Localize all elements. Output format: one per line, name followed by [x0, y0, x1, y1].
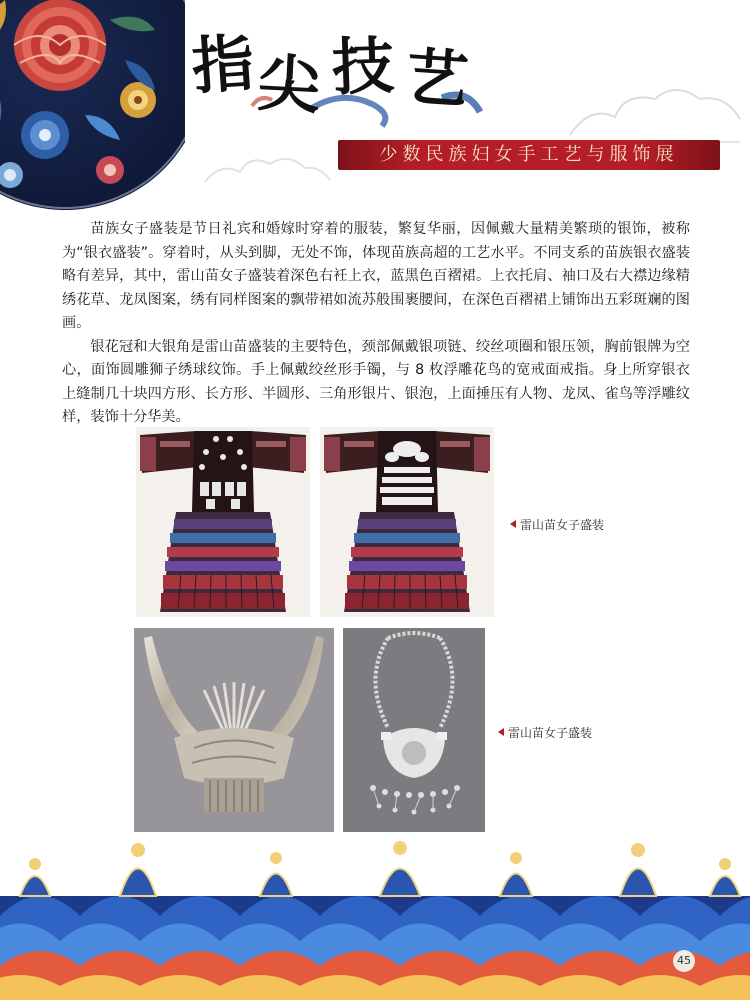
paragraph-1: 苗族女子盛装是节日礼宾和婚嫁时穿着的服装，繁复华丽，因佩戴大量精美繁琐的银饰，被称为“银衣盛装”。穿着时，从头到脚，无处不饰，体现苗族高超的工艺水平。不同支系的苗族银衣盛装略有差异，其中，雷山苗女子盛装着深色右衽上衣，蓝黑色百褶裙。上衣托肩、袖口及右大襟边缘精绣花草、龙凤图案，绣有同样图案的飘带裙如流苏般围裹腰间，在深色百褶裙上铺饰出五彩斑斓的图画。	[62, 221, 690, 331]
photo-silver-necklace	[343, 628, 485, 832]
subtitle: 少数民族妇女手工艺与服饰展	[379, 144, 679, 165]
title-char-4: 艺	[403, 39, 471, 118]
cloud-ornament-small	[200, 150, 340, 190]
photo-silver-horn-headdress	[134, 628, 334, 832]
paragraph-2: 银花冠和大银角是雷山苗盛装的主要特色，颈部佩戴银项链、绞丝项圈和银压领，胸前银牌为空心，面饰圆雕狮子绣球纹饰。手上佩戴绞丝形手镯，与 8 枚浮雕花鸟的宽戒面戒指。身上所穿银衣上缝制几十块四方形、长方形、半圆形、三角形银片、银泡，上面捶压有人物、龙凤、雀鸟等浮雕纹样，装饰十分华美。	[62, 338, 690, 425]
title-char-1: 指	[189, 25, 257, 104]
caption-costume	[510, 516, 604, 533]
exhibition-title	[189, 25, 492, 138]
caption-pointer-icon	[498, 728, 504, 736]
caption-costume-text: 雷山苗女子盛装	[520, 518, 605, 532]
article-body	[62, 218, 690, 430]
subtitle-banner	[338, 140, 720, 170]
photo-costume-front	[136, 427, 310, 617]
title-char-2: 尖	[256, 46, 322, 123]
wave-border-decoration	[0, 836, 750, 1000]
photo-costume-back	[320, 427, 494, 617]
caption-pointer-icon	[510, 520, 516, 528]
caption-silver	[498, 724, 592, 741]
page-number: 45	[673, 950, 695, 972]
title-char-3: 技	[330, 28, 396, 105]
caption-silver-text: 雷山苗女子盛装	[508, 726, 593, 740]
embroidered-flower-roundel	[0, 0, 185, 215]
